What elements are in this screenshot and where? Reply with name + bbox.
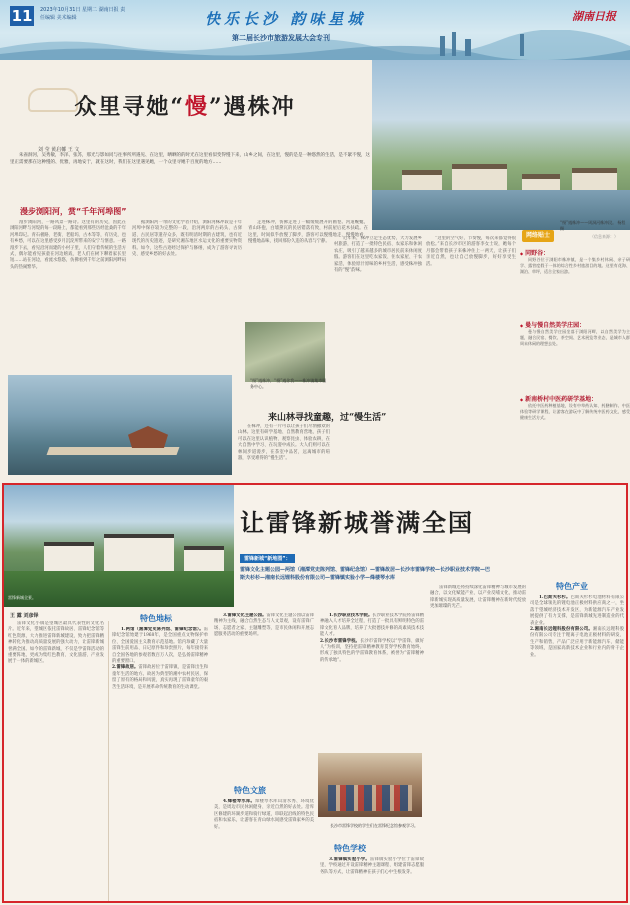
section-industry: 特色产业 bbox=[556, 582, 588, 591]
tip-title: ◆ 新南桥村中医药研学基地： bbox=[520, 394, 630, 403]
section2-col1: 在株冲，还有一片可以让孩子们尽情撒欢的山林。这里有研学基地、自然教育营地，孩子们可以在这里认识植物、观察昆虫、体验农耕，在大自然中学习、在玩耍中成长。大人们则可以在林间步道漫步，在茶室中品茗，远离城市的喧嚣，享受难得的“慢生活”。 bbox=[238, 424, 330, 462]
keyword-label: 雷锋新城“新地图”： bbox=[240, 554, 295, 563]
landmarks-col2 bbox=[214, 613, 314, 783]
tip-title: ◆ 曼与慢自然美学庄园： bbox=[520, 320, 630, 329]
school-3-text: 雷锋镇实验小学位于雷锋故里，学校通过开设雷锋精神主题课程、组建雷锋志愿服务队等方式，让雷锋精神在孩子们心中生根发芽。 bbox=[320, 857, 424, 875]
tourism-1-title: 4.烽楼琴水库。 bbox=[223, 799, 256, 804]
feature-intro: 雷锋文化小镇是望城区最具代表性的文化名片。近年来，望城区依托雷锋故居、雷锋纪念馆等红色资源，大力推进雷锋新城建设，致力把雷锋精神转化为推动高质量发展的强大动力，让雷锋新城誉满全国。如今的雷锋新城，不仅是学雷锋活动的重要阵地，更成为集红色教育、文化旅游、产业发展于一体的新城区。 bbox=[8, 621, 104, 665]
upper-article bbox=[0, 60, 630, 482]
tourism-col bbox=[214, 799, 314, 899]
section-title-forest: 来山林寻找童趣，过“慢生活” bbox=[268, 413, 387, 423]
photo-students bbox=[328, 785, 412, 811]
section-title-walk: 漫步浏阳河，赏“千年河埠图” bbox=[20, 207, 127, 216]
photo-pavilion bbox=[128, 426, 168, 448]
top-photo-caption: “慢”遇株冲——周洞河株冲段。 杨程 摄 bbox=[560, 220, 626, 231]
landmark-2-text: 雷锋故居位于雷锋镇，是雷锋出生和童年生活的地方。故居为典型的湘中农村民居，保留了原有的格局和风貌，真实再现了雷锋童年的艰苦生活环境，是开展革命传统教育的生动课堂。 bbox=[112, 665, 208, 690]
feature-byline: 王 露 刘彦铎 bbox=[10, 613, 39, 619]
industry-2-text: 湘南长远锂科股份有限公司专注于锂离子电池正极材料的研发、生产和销售，产品广泛应用于新能源汽车、储能等领域，是国家高新技术企业和行业内的骨干企业。 bbox=[530, 627, 624, 658]
landmark-2-title: 2.雷锋故居。 bbox=[112, 665, 139, 671]
section1-col2: 据浏阳河一带的文化学者介绍，浏阳河株冲段是千年河埠中保存较为完整的一段，沿河两岸的古码头、古驿道、古民居等遗存众多，既有明清时期的古建筑，也有近现代的历史遗迹，是研究湘东地区水运文化的重要实物资料。如今，这些古迹经过保护与修缮，成为了游客寻访历史、感受乡愁的好去处。 bbox=[132, 220, 242, 258]
side-photo-caption: “慢”遇株冲，“慢”遇你我——株冲镇集市服务中心。 bbox=[250, 378, 327, 389]
landmark-1-text: 雷锋纪念馆始建于1968年，是全国重点文物保护单位、全国爱国主义教育示范基地。馆内珍藏了大量雷锋生前用品、日记原件和珍贵照片，每年接待来自全国各地的参观者数百万人次，是弘扬雷锋精神的重要窗口。 bbox=[112, 627, 208, 665]
page-number: 11 bbox=[11, 7, 33, 25]
leifeng-feature bbox=[2, 483, 628, 903]
industry-1-text: 巴斯夫杉杉电池材料有限公司是全球领先的锂电池正极材料供应商之一，坐落于望城经济技术开发区，为新能源汽车产业发展提供了有力支撑，是雷锋新城先进制造业的代表企业。 bbox=[530, 595, 624, 626]
service-center-photo bbox=[245, 322, 325, 382]
column-rule bbox=[108, 621, 109, 901]
school-1-text: 长沙职业技术学院将雷锋精神融入人才培养全过程，打造了一批具有鲜明特色的雷锋文化育人品牌，培养了大批德技并修的高素质技术技能人才。 bbox=[320, 613, 424, 638]
newspaper-masthead: 湖南日报 bbox=[572, 10, 616, 23]
feature-photo-caption: 雷锋新城全景。 bbox=[8, 595, 36, 600]
students-photo-caption: 长沙市雷锋学校的学生们在雷锋纪念馆参观学习。 bbox=[330, 823, 418, 828]
landmark-3-title: 3.雷锋文化主题公园。 bbox=[223, 613, 267, 618]
photo-lawn bbox=[4, 571, 234, 607]
upper-byline: 刘 莹 黄启椰 王 文 bbox=[38, 147, 80, 153]
tips-source: （信息来源：） bbox=[590, 234, 618, 239]
tip-text: 同野谷位于浏阳市株冲镇，是一个集乡村休闲、亲子研学、露营度假于一体的综合性乡村旅游目的地。这里有花海、湖泊、草坪，适合全家出游。 bbox=[520, 257, 630, 274]
tourism-1-text: 烽楼琴水库山清水秀、环境优美，是周边市民休闲健身、亲近自然的好去处。沿库区修建的环湖步道和骑行绿道，串联起沿线的特色民宿和农家乐，让游客在青山绿水间感受雷锋家乡的美好。 bbox=[214, 799, 314, 830]
photo-building bbox=[104, 534, 174, 572]
tip-title: ◆ 同野谷： bbox=[520, 248, 630, 257]
tips-sidebar bbox=[520, 230, 630, 485]
school-3-title: 3.雷锋镇实验小学。 bbox=[329, 857, 370, 862]
tip-item bbox=[520, 248, 630, 275]
photo-boardwalk bbox=[47, 447, 180, 455]
schools-col2 bbox=[320, 857, 424, 901]
header-banner bbox=[0, 0, 630, 60]
school-2-text: 长沙市雷锋学校以“学雷锋、做好人”为校训，坚持把雷锋精神教育贯穿学校教育始终，形成了独具特色的学雷锋教育体系，被誉为“雷锋精神的传承地”。 bbox=[320, 638, 424, 663]
landmarks-col bbox=[112, 627, 208, 899]
tips-tag: 网络贴士 bbox=[522, 230, 554, 242]
issue-info: 2023年10月31日 星期二 湖南日报 责任编辑 美术编辑 bbox=[40, 7, 126, 21]
school-1-title: 1.长沙职业技术学院。 bbox=[329, 613, 373, 618]
title-part: 众里寻她“ bbox=[74, 94, 185, 120]
landmark-3-text: 雷锋文化主题公园以雷锋精神为主线，融合自然生态与人文景观，设有雷锋广场、志愿者之家、主题雕塑等，是市民休闲和开展志愿服务活动的重要场所。 bbox=[214, 613, 314, 638]
photo-building bbox=[44, 542, 94, 572]
industry-2-title: 2.湘南长远锂科股份有限公司。 bbox=[530, 627, 593, 633]
section2-col2: 近年来，株冲立足生态优势，大力发展乡村旅游，打造了一批特色民宿、农家乐和休闲农庄，吸引了越来越多的城市居民前来休闲度假。游客们在这里吃农家饭、住农家屋、干农家活，体验原汁原味的乡村生活，感受株冲独有的“慢”韵味。 bbox=[334, 236, 422, 274]
keyword-route: 雷锋文化主题公园—两馆（湘潭党史陈列馆、雷锋纪念馆）—雷锋故居—长沙市雷锋学校—长沙职业技术学院—巴斯夫杉杉—湘南长远锂科股份有限公司—雷锋镇实验小学—烽楼琴水库 bbox=[240, 567, 491, 581]
section1-col1: 漫步浏阳河，一路风景一路诗。这里有的历史，因此在浏阳河畔与河堤的每一段路上，都能看到那些历经沧桑的千年河埠印记。青石板路、老街、老船坞、古木等等，有历史，也有乡愁，可以在这里感受岁月沉淀所带来的安宁与惬意。一路漫步下去，看见沿河而建的小村子里，人们守着传统的生活方式，偶尔能看见孩童在河边嬉戏，老人们在树下聊着家长里短……站在河边，看流水悠悠，仿佛看到千年之前浏阳河畔码头的热闹繁华。 bbox=[10, 220, 126, 270]
section1-col3: 走进株冲，仿佛走进了一幅缓缓展开的画卷。河道蜿蜒，青山环抱，白墙黛瓦的民居错落有致，村前屋后花木扶疏。在这里，时间似乎放慢了脚步，游客可以慢慢地走、慢慢地看、慢慢地品味，找回那份久违的从容与宁静。 bbox=[248, 220, 368, 245]
tip-item bbox=[520, 320, 630, 347]
leifeng-city-photo bbox=[4, 485, 234, 607]
title-highlight: 慢 bbox=[184, 94, 209, 120]
header-slogan: 快乐长沙 韵味星城 bbox=[205, 10, 367, 28]
river-pavilion-photo bbox=[8, 375, 232, 475]
schools-col bbox=[320, 613, 424, 749]
students-visit-photo bbox=[318, 753, 422, 817]
section-landmarks: 特色地标 bbox=[140, 614, 172, 623]
tips-badge bbox=[520, 230, 630, 244]
keyword-bar bbox=[240, 545, 490, 582]
section-schools: 特色学校 bbox=[334, 844, 366, 853]
conference-title: 第二届长沙市旅游发展大会专刊 bbox=[232, 34, 330, 42]
photo-building bbox=[184, 546, 224, 572]
tip-text: 依托中医药种植基地，设有中草药认知、药膳制作、中医体验等研学课程，让游客在游玩中了解传统中医药文化，感受健康生活方式。 bbox=[520, 403, 630, 420]
industry-1-title: 1.巴斯夫杉杉。 bbox=[539, 595, 571, 600]
tip-text: 曼与慢自然美学庄园坐落于浏阳河畔，以自然美学为主题，融合民宿、餐饮、茶空间、艺术展览等业态，是城市人群周末休闲的理想去处。 bbox=[520, 329, 630, 346]
title-part: ”遇株冲 bbox=[209, 94, 296, 120]
tip-item bbox=[520, 394, 630, 421]
upper-article-title bbox=[0, 90, 370, 121]
town-landscape-photo bbox=[372, 60, 630, 230]
section-tourism: 特色文旅 bbox=[234, 786, 266, 795]
section2-col3: “这里的空气好，节奏慢，每次来都觉得很放松。”来自长沙市区的游客李女士说，她每个月都会带着孩子来株冲住上一两天，让孩子们亲近自然，也让自己放慢脚步，好好享受生活。 bbox=[426, 236, 516, 267]
landmark-1-title: 1.两馆（湘潭党史陈列馆、雷锋纪念馆）。 bbox=[121, 627, 204, 632]
closing-col: 雷锋新城还将持续深化雷锋精神与城市发展的融合，以文化赋能产业、以产业反哺文化，推动雷锋新城实现高质量发展，让雷锋精神在新时代绽放更加璀璨的光芒。 bbox=[430, 585, 526, 610]
feature-title: 让雷锋新城誉满全国 bbox=[240, 508, 474, 537]
upper-lead: 朱雀洞河，吴秀敏，李泽、张苏，那光与影如同与往事所所遇见、在这里，晒晒的的时光在这里看似变得慢下来，山乡之间，在这里，慢的是是一种悠然的生活，是不紧不慢，这里正需要那在这种慢的、优雅，再地安于，就在这时，我们在这里遇见她，一个众里寻她千百度的地方…… bbox=[10, 153, 370, 165]
industry-col bbox=[530, 595, 624, 901]
school-2-title: 2.长沙市雷锋学校。 bbox=[320, 638, 360, 644]
